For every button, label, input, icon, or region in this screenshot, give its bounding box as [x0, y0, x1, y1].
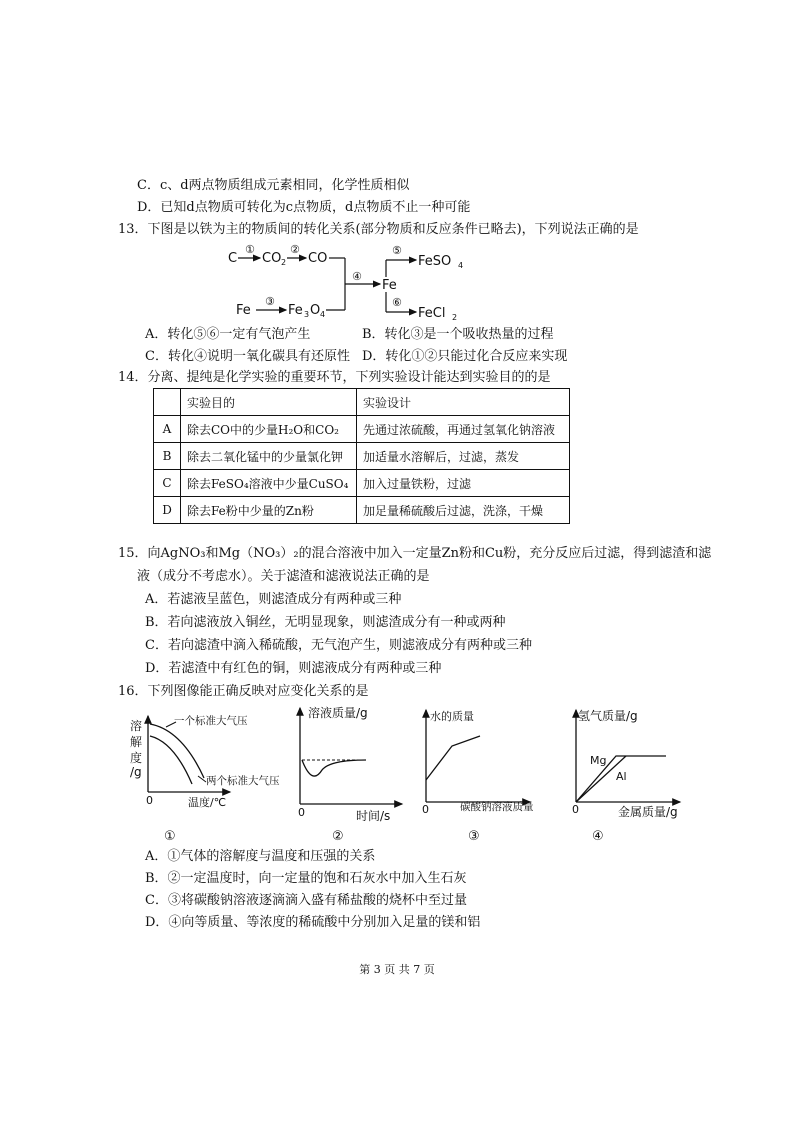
graph-3-xlabel: 碳酸钠溶液质量 — [460, 801, 534, 813]
svg-text:O: O — [310, 303, 321, 318]
q13-option-d: D．转化①②只能过化合反应来实现 — [362, 349, 568, 364]
row-design: 先通过浓硫酸，再通过氢氧化钠溶液 — [357, 416, 570, 443]
graph-2-xlabel: 时间/s — [356, 809, 391, 823]
species-fe3o4: Fe — [288, 303, 303, 318]
svg-text:2: 2 — [281, 258, 287, 267]
graph-1-xlabel: 温度/℃ — [188, 796, 227, 809]
step-2-label: ② — [290, 243, 300, 256]
table-header-row — [154, 389, 570, 416]
q13-option-c: C．转化④说明一氧化碳具有还原性 — [145, 349, 350, 364]
q16-option-a: A．①气体的溶解度与温度和压强的关系 — [145, 849, 376, 864]
step-5-label: ⑤ — [392, 244, 402, 257]
row-purpose: 除去二氧化锰中的少量氯化钾 — [181, 443, 357, 470]
row-key: A — [154, 416, 181, 443]
label-al: Al — [616, 770, 627, 783]
graph-2-solution-mass — [298, 705, 402, 844]
q13-conversion-diagram — [220, 238, 480, 324]
graph-2-curve — [302, 760, 366, 776]
q14-stem: 14．分离、提纯是化学实验的重要环节，下列实验设计能达到实验目的的是 — [118, 370, 551, 385]
graph-3-number: ③ — [468, 829, 480, 844]
graph-3-curve — [426, 736, 480, 780]
table-row — [154, 443, 570, 470]
graph-1-number: ① — [164, 829, 176, 844]
step-1-label: ① — [245, 243, 255, 256]
species-feso4: FeSO — [418, 254, 452, 269]
step-6-label: ⑥ — [392, 296, 402, 309]
curve-one-atm — [150, 724, 204, 778]
svg-text:4: 4 — [320, 310, 326, 319]
svg-text:0: 0 — [572, 803, 579, 816]
q16-option-d: D．④向等质量、等浓度的稀硫酸中分别加入足量的镁和铝 — [145, 915, 481, 930]
q15-stem-line2: 液（成分不考虑水）。关于滤渣和滤液说法正确的是 — [137, 569, 430, 584]
q16-option-c: C．③将碳酸钠溶液逐滴滴入盛有稀盐酸的烧杯中至过量 — [145, 893, 467, 908]
label-one-atm: 一个标准大气压 — [174, 715, 248, 727]
table-row — [154, 416, 570, 443]
step-3-label: ③ — [265, 295, 275, 308]
graph-3-ylabel: 水的质量 — [430, 710, 474, 723]
row-purpose: 除去CO中的少量H₂O和CO₂ — [181, 416, 357, 443]
curve-two-atm — [150, 736, 192, 784]
svg-text:/g: /g — [130, 765, 142, 779]
label-two-atm: 两个标准大气压 — [206, 775, 280, 787]
species-c: C — [228, 251, 238, 266]
header-design: 实验设计 — [357, 389, 570, 416]
svg-text:度: 度 — [130, 751, 143, 765]
q14-experiment-table — [153, 388, 570, 524]
row-key: B — [154, 443, 181, 470]
svg-text:溶: 溶 — [130, 719, 143, 733]
q15-option-d: D．若滤渣中有红色的铜，则滤液成分有两种或三种 — [145, 661, 442, 676]
q15-option-a: A．若滤液呈蓝色，则滤渣成分有两种或三种 — [145, 592, 402, 607]
q12-option-d: D．已知d点物质可转化为c点物质，d点物质不止一种可能 — [137, 200, 471, 215]
species-fe-left: Fe — [236, 303, 251, 318]
table-row — [154, 470, 570, 497]
species-fe-right: Fe — [382, 278, 397, 293]
graph-4-number: ④ — [592, 829, 604, 844]
graph-4-ylabel: 氢气质量/g — [578, 709, 638, 723]
row-key: D — [154, 497, 181, 524]
graph-4-xlabel: 金属质量/g — [618, 805, 678, 819]
q16-stem: 16．下列图像能正确反映对应变化关系的是 — [118, 684, 369, 699]
graph-3-water-mass — [422, 709, 534, 844]
row-design: 加入过量铁粉，过滤 — [357, 470, 570, 497]
svg-text:解: 解 — [130, 735, 143, 749]
svg-text:0: 0 — [298, 806, 305, 819]
table-row — [154, 497, 570, 524]
graph-2-number: ② — [332, 829, 344, 844]
row-key: C — [154, 470, 181, 497]
q15-option-b: B．若向滤液放入铜丝，无明显现象，则滤渣成分有一种或两种 — [145, 615, 506, 630]
page-footer: 第 3 页 共 7 页 — [359, 963, 435, 976]
q12-option-c: C．c、d两点物质组成元素相同，化学性质相似 — [137, 178, 410, 193]
q16-option-b: B．②一定温度时，向一定量的饱和石灰水中加入生石灰 — [145, 871, 467, 886]
q16-graphs — [120, 700, 700, 850]
svg-text:2: 2 — [452, 313, 458, 322]
graph-2-ylabel: 溶液质量/g — [308, 706, 368, 720]
graph-4-hydrogen-mass — [572, 708, 680, 844]
q15-option-c: C．若向滤渣中滴入稀硫酸，无气泡产生，则滤液成分有两种或三种 — [145, 638, 532, 653]
row-design: 加足量稀硫酸后过滤，洗涤，干燥 — [357, 497, 570, 524]
svg-text:3: 3 — [304, 310, 310, 319]
q15-stem-line1: 15．向AgNO₃和Mg（NO₃）₂的混合溶液中加入一定量Zn粉和Cu粉，充分反应后过滤，得到滤渣和滤 — [118, 546, 712, 561]
graph-1-solubility — [130, 714, 280, 844]
row-purpose: 除去Fe粉中少量的Zn粉 — [181, 497, 357, 524]
header-purpose: 实验目的 — [181, 389, 357, 416]
svg-text:0: 0 — [146, 794, 153, 807]
row-design: 加适量水溶解后，过滤，蒸发 — [357, 443, 570, 470]
q13-stem: 13．下图是以铁为主的物质间的转化关系(部分物质和反应条件已略去)，下列说法正确的是 — [118, 222, 639, 237]
step-4-label: ④ — [352, 270, 362, 283]
svg-text:4: 4 — [458, 261, 464, 270]
svg-text:0: 0 — [422, 803, 429, 816]
q13-option-b: B．转化③是一个吸收热量的过程 — [362, 327, 554, 342]
species-co: CO — [308, 251, 328, 266]
species-fecl2: FeCl — [418, 306, 446, 321]
species-co2: CO — [262, 251, 282, 266]
label-mg: Mg — [590, 754, 607, 767]
q13-option-a: A．转化⑤⑥一定有气泡产生 — [145, 327, 311, 342]
row-purpose: 除去FeSO₄溶液中少量CuSO₄ — [181, 470, 357, 497]
